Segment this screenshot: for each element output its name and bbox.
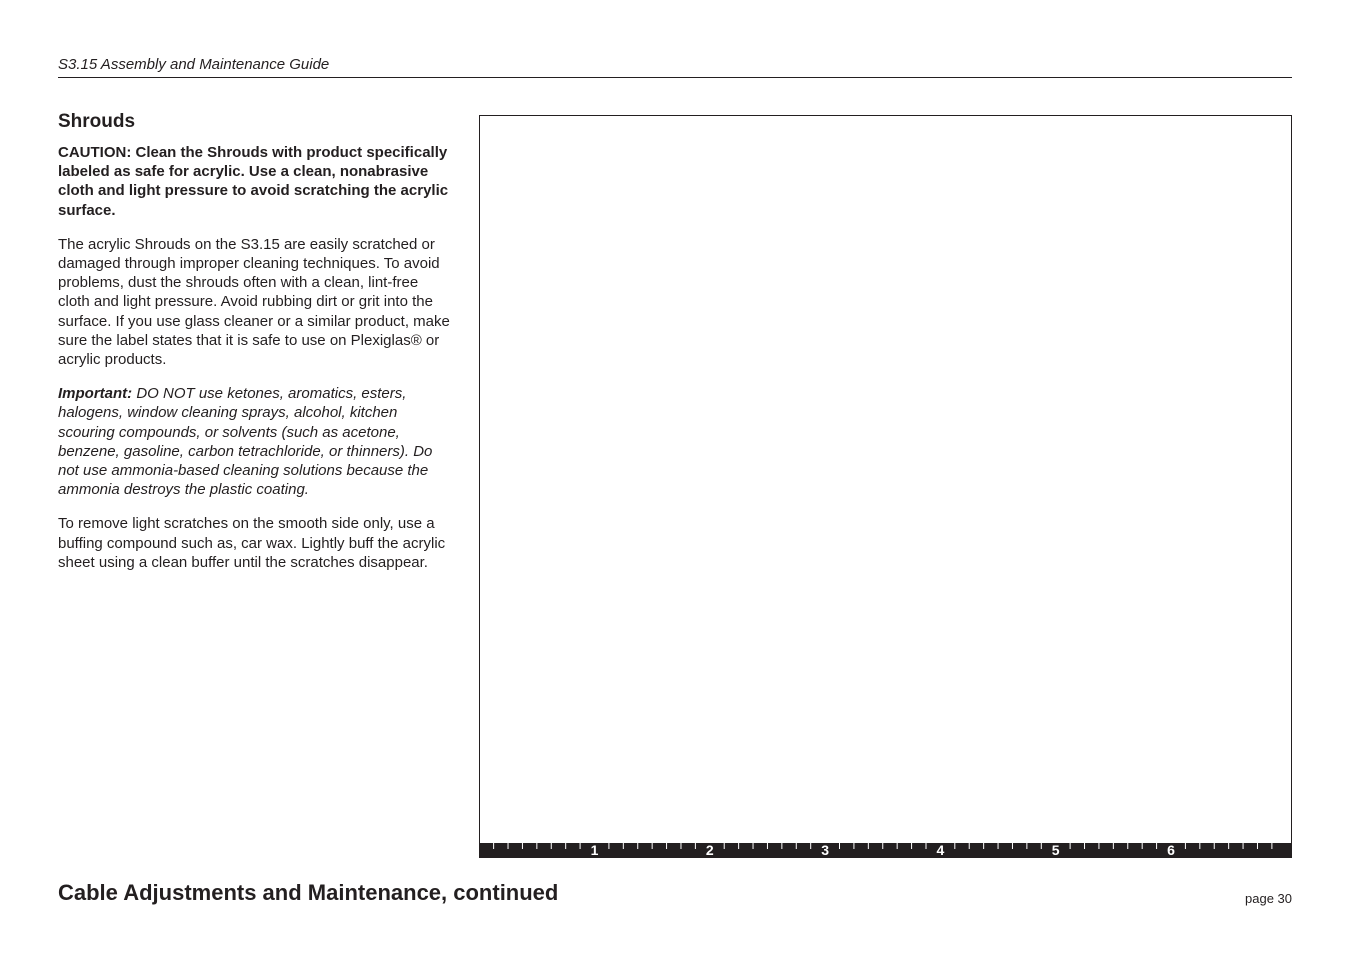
ruler-label: 3 — [821, 843, 829, 857]
running-header: S3.15 Assembly and Maintenance Guide — [58, 56, 330, 73]
important-text: DO NOT use ketones, aromatics, esters, halogens, window cleaning sprays, alcohol, kitchen scouring compounds, or solvents (such as acetone, benzene, gasoline, carbon tetrachloride, or thinners). Do not use ammonia-based cleaning solutions because the ammonia destroys the plastic coating. — [58, 385, 433, 499]
figure-frame — [479, 115, 1292, 858]
ruler-label: 6 — [1167, 843, 1175, 857]
important-note — [58, 384, 450, 499]
ruler-label: 2 — [705, 843, 714, 857]
ruler-label: 5 — [1051, 843, 1060, 857]
text-column — [58, 112, 450, 587]
paragraph-cleaning: The acrylic Shrouds on the S3.15 are easily scratched or damaged through improper cleaning techniques. To avoid problems, dust the shrouds often with a clean, lint-free cloth and light pressure. Avoid rubbing dirt or grit into the surface. If you use glass cleaner or a similar product, make sure the label states that it is safe to use on Plexiglas® or acrylic products. — [58, 235, 450, 368]
header-divider — [58, 77, 1292, 78]
measurement-ruler — [480, 843, 1291, 857]
section-title: Shrouds — [58, 111, 136, 132]
footer-title: Cable Adjustments and Maintenance, continued — [58, 880, 559, 905]
ruler-label: 1 — [590, 843, 599, 857]
caution-note: CAUTION: Clean the Shrouds with product specifically labeled as safe for acrylic. Use a clean, nonabrasive cloth and light pressure to avoid scratching the acrylic surface. — [58, 143, 449, 219]
ruler-label: 4 — [936, 843, 945, 857]
paragraph-scratches: To remove light scratches on the smooth side only, use a buffing compound such as, car wax. Lightly buff the acrylic sheet using a clean buffer until the scratches disappear. — [58, 515, 446, 571]
important-label: Important: — [58, 385, 133, 403]
page-number: page 30 — [1245, 891, 1292, 906]
